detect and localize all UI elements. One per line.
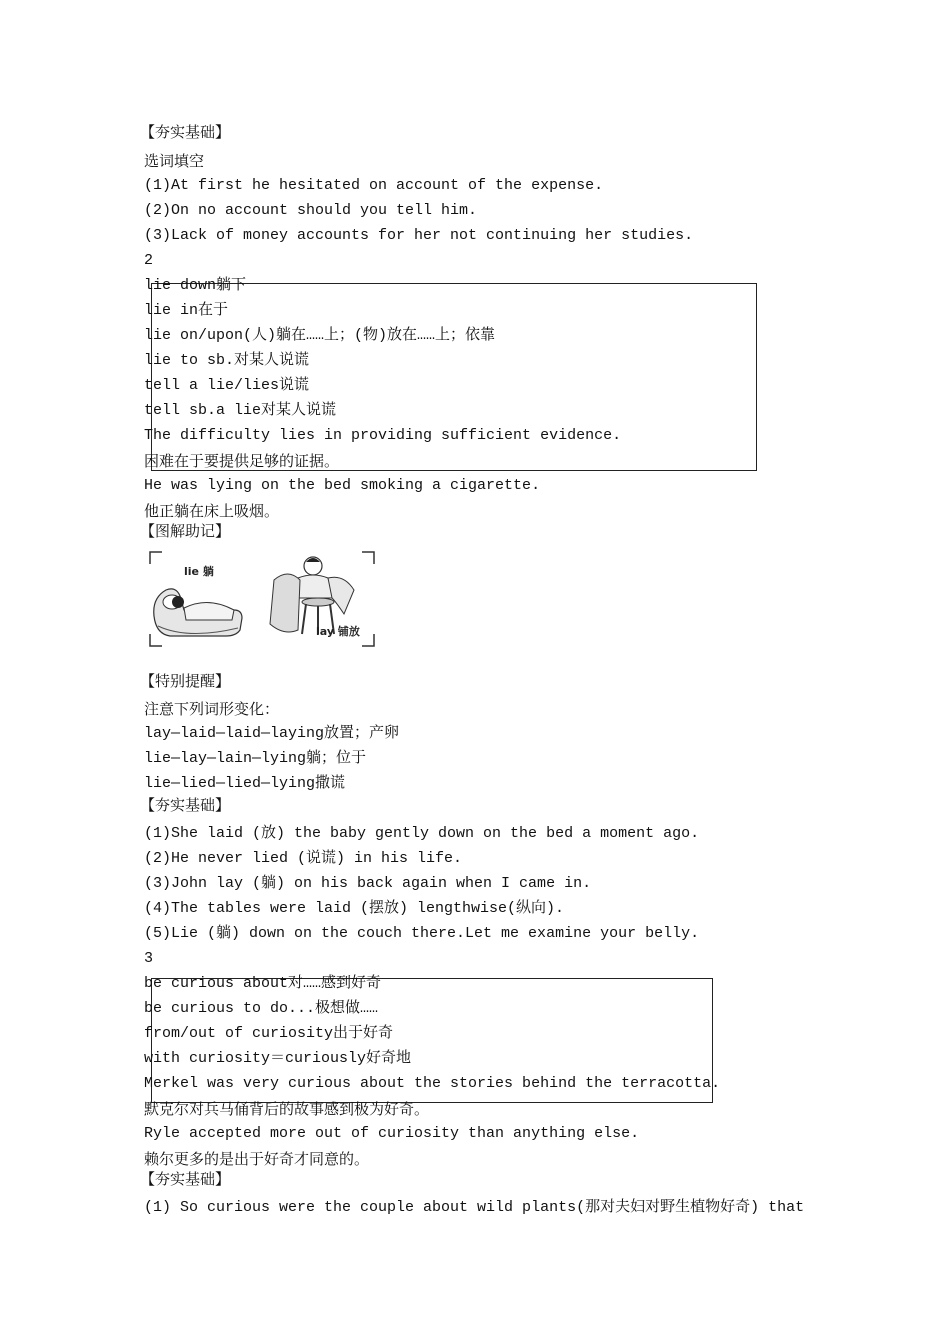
exercise-line: (1)At first he hesitated on account of the expense. [144, 177, 604, 194]
phrase-line: tell a lie/lies说谎 [144, 377, 310, 394]
phrase-line: be curious to do...极想做…… [144, 1000, 379, 1017]
section-heading: 【夯实基础】 [140, 123, 231, 141]
table-figure [270, 557, 354, 634]
phrase-line: lie to sb.对某人说谎 [144, 352, 310, 369]
corner-mark [150, 634, 162, 646]
tip-line: lay—laid—laid—laying放置；产卵 [144, 725, 400, 742]
phrase-line: from/out of curiosity出于好奇 [144, 1025, 394, 1042]
corner-mark [362, 552, 374, 564]
phrase-line: lie in在于 [144, 302, 229, 319]
corner-mark [362, 634, 374, 646]
example-sentence: The difficulty lies in providing sufficient evidence. [144, 427, 622, 444]
tip-line: lie—lay—lain—lying躺；位于 [144, 750, 367, 767]
phrase-line: be curious about对……感到好奇 [144, 975, 382, 992]
exercise-line: (3)Lack of money accounts for her not continuing her studies. [144, 227, 694, 244]
exercise-line: (1)She laid (放) the baby gently down on the bed a moment ago. [144, 825, 700, 842]
corner-mark [150, 552, 162, 564]
phrase-line: tell sb.a lie对某人说谎 [144, 402, 337, 419]
item-number: 3 [144, 950, 154, 967]
exercise-line: (4)The tables were laid (摆放) lengthwise(纵向). [144, 900, 565, 917]
section-heading: 【图解助记】 [140, 522, 231, 540]
example-translation: 他正躺在床上吸烟。 [144, 502, 280, 520]
phrase-line: lie on/upon(人)躺在……上；(物)放在……上；依靠 [144, 327, 496, 344]
tip-line: lie—lied—lied—lying撒谎 [144, 775, 346, 792]
example-translation: 赖尔更多的是出于好奇才同意的。 [144, 1150, 370, 1168]
lie-lay-illustration [148, 550, 376, 648]
phrase-line: lie down躺下 [144, 277, 247, 294]
phrase-line: with curiosity＝curiously好奇地 [144, 1050, 412, 1067]
subheading: 选词填空 [144, 152, 205, 170]
exercise-line: (5)Lie (躺) down on the couch there.Let me examine your belly. [144, 925, 700, 942]
fig-label-lie: lie 躺 [184, 565, 214, 578]
exercise-line: (1) So curious were the couple about wild plants(那对夫妇对野生植物好奇) that [144, 1199, 805, 1216]
exercise-line: (2)On no account should you tell him. [144, 202, 478, 219]
section-heading: 【特别提醒】 [140, 672, 231, 690]
example-sentence: Merkel was very curious about the stories behind the terracotta. [144, 1075, 721, 1092]
example-sentence: Ryle accepted more out of curiosity than anything else. [144, 1125, 640, 1142]
tip-intro: 注意下列词形变化： [144, 700, 280, 718]
example-translation: 困难在于要提供足够的证据。 [144, 452, 340, 470]
exercise-line: (2)He never lied (说谎) in his life. [144, 850, 463, 867]
item-number: 2 [144, 252, 154, 269]
section-heading: 【夯实基础】 [140, 1170, 231, 1188]
example-sentence: He was lying on the bed smoking a cigarette. [144, 477, 541, 494]
section-heading: 【夯实基础】 [140, 796, 231, 814]
fig-label-lay: lay 铺放 [316, 625, 360, 638]
bed-figure [154, 589, 242, 636]
exercise-line: (3)John lay (躺) on his back again when I came in. [144, 875, 592, 892]
example-translation: 默克尔对兵马俑背后的故事感到极为好奇。 [144, 1100, 430, 1118]
